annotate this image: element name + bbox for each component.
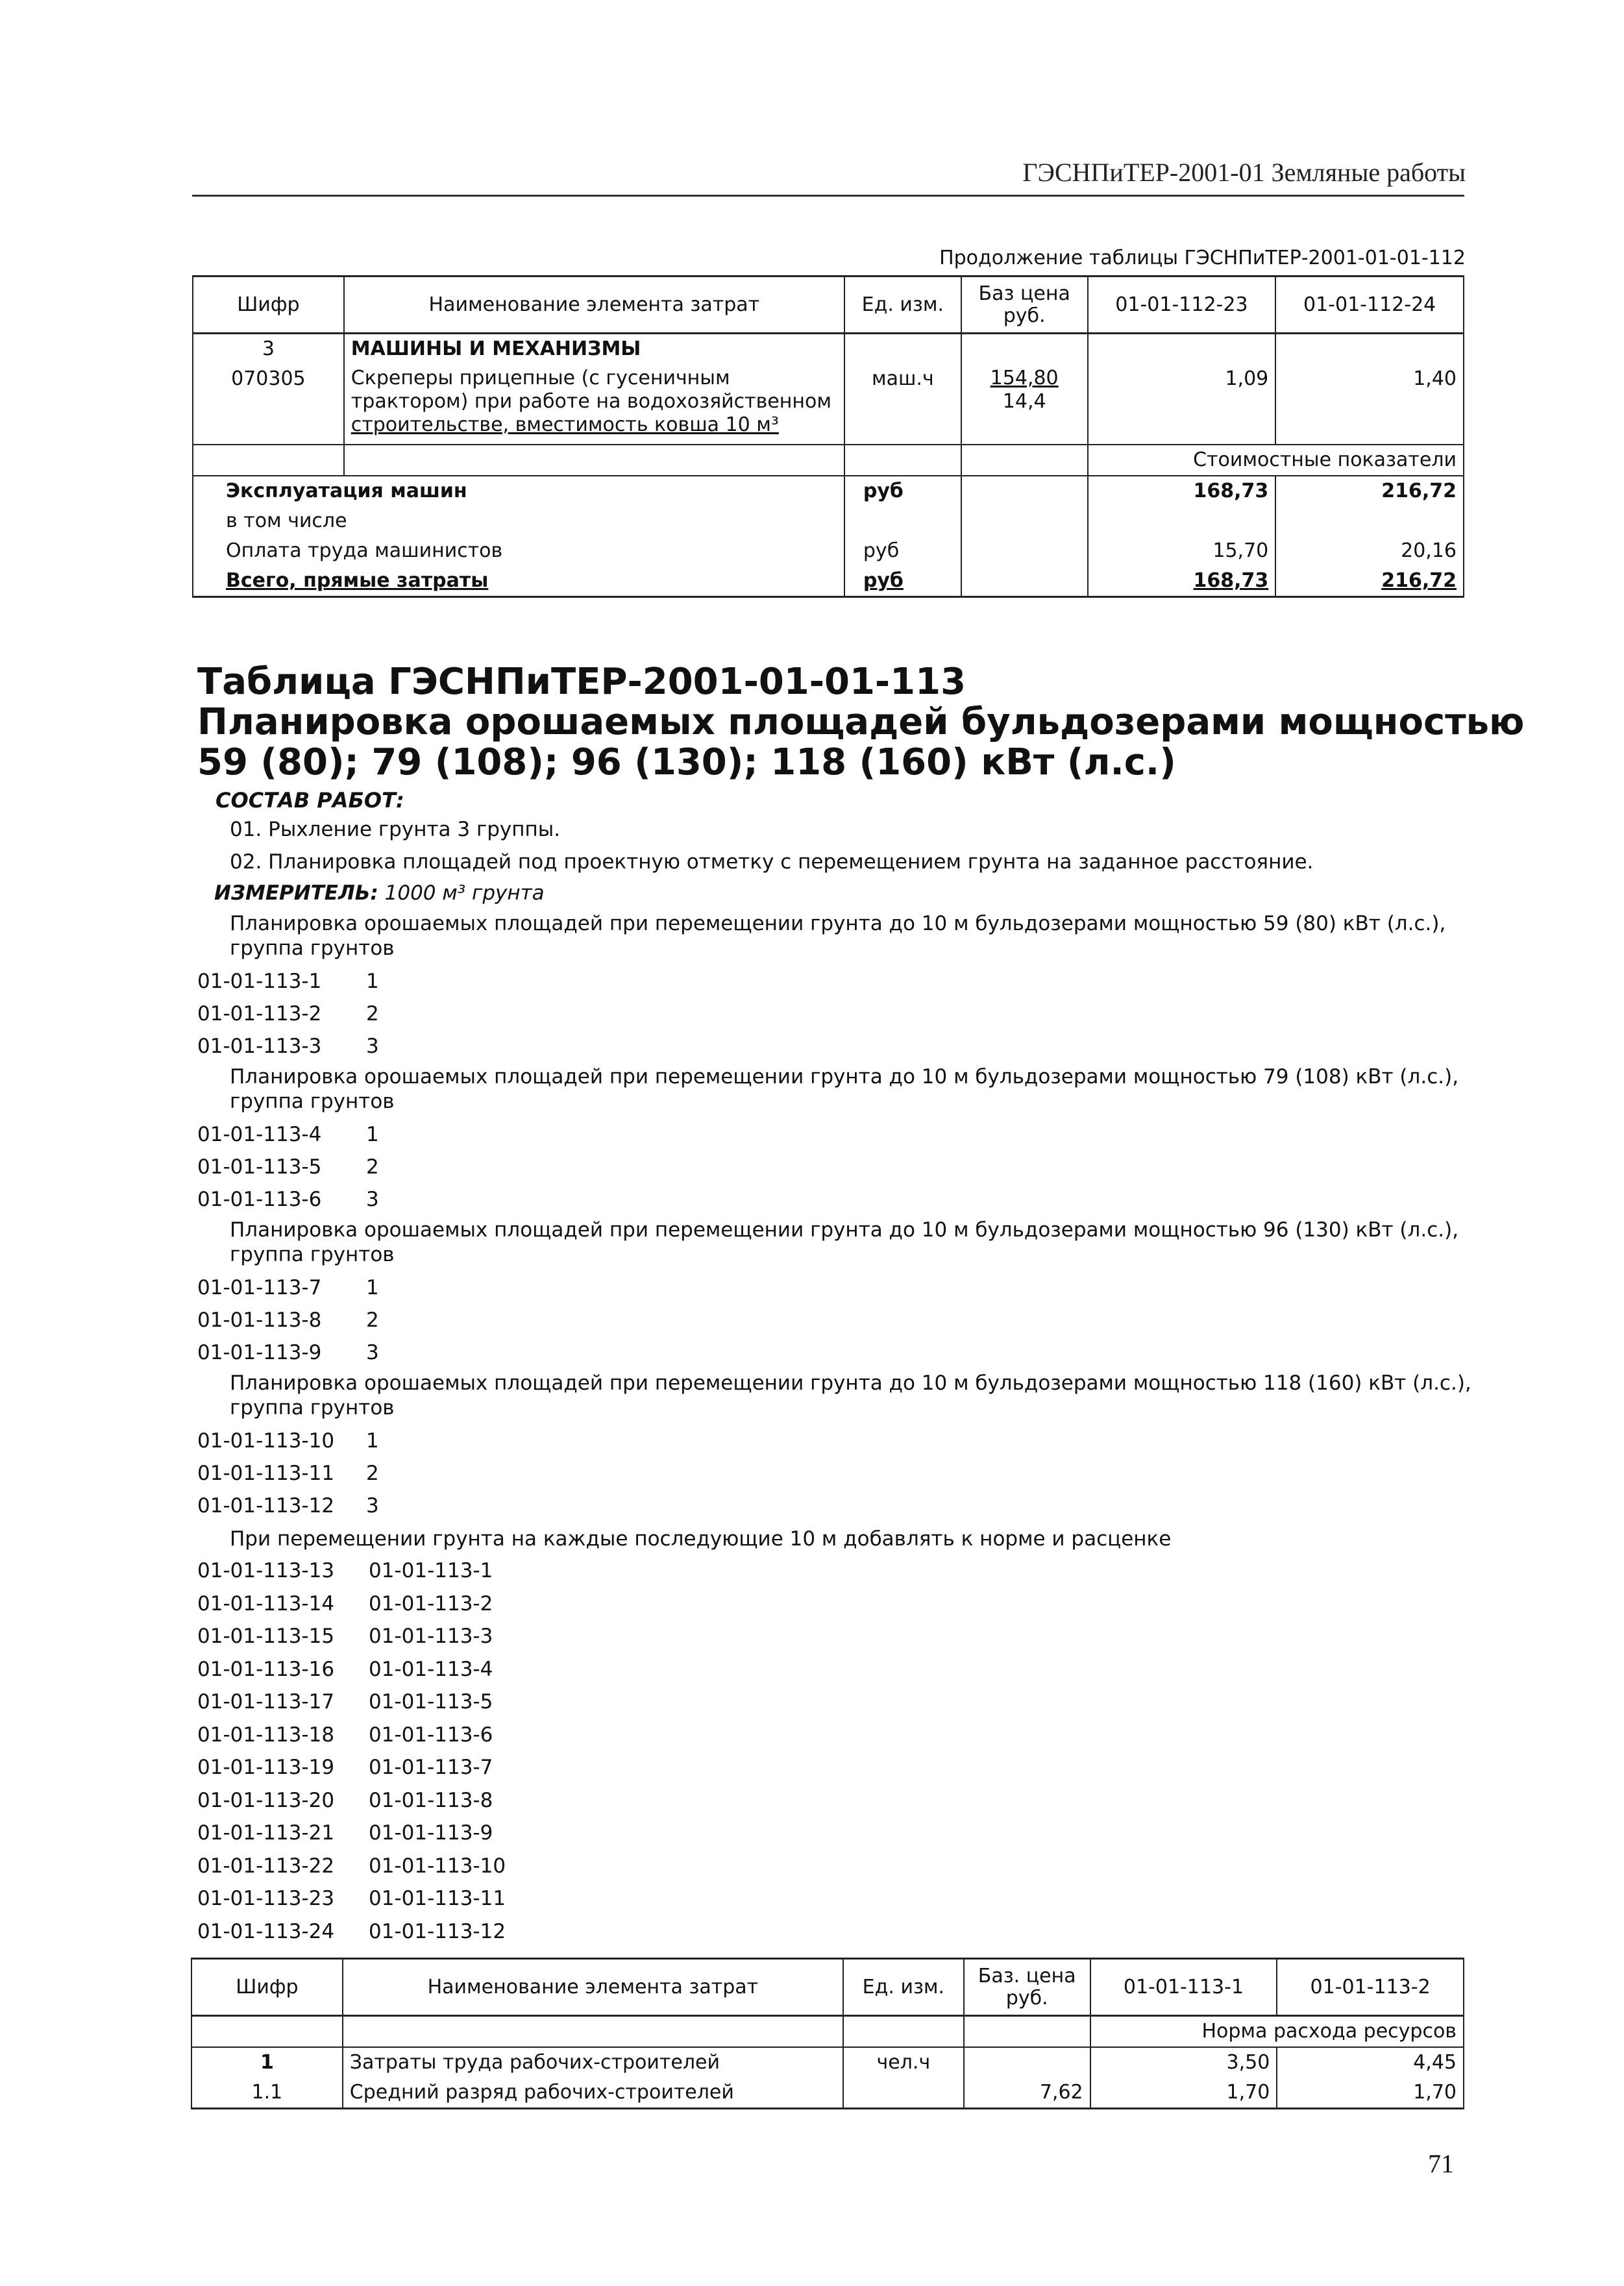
cost-row-unit: руб — [844, 536, 961, 566]
cost-row-label: Оплата труда машинистов — [193, 536, 844, 566]
norm-code: 01-01-113-8 — [197, 1309, 322, 1332]
cost-row-label: Всего, прямые затраты — [193, 566, 844, 597]
add-code-row — [197, 1592, 506, 1625]
group-note-line: Планировка орошаемых площадей при перемещении грунта до 10 м бульдозерами мощностью 59 (80) кВт (л.с.), — [230, 912, 1446, 935]
col-header-unit: Ед. изм. — [843, 1959, 964, 2016]
row-unit: чел.ч — [843, 2047, 964, 2078]
cost-row-v1: 15,70 — [1088, 536, 1276, 566]
code-row — [197, 1462, 379, 1485]
col-header-norm-24: 01-01-112-24 — [1275, 277, 1464, 334]
base-code: 01-01-113-3 — [369, 1625, 493, 1648]
col-header-norm-2: 01-01-113-2 — [1277, 1959, 1464, 2016]
title-line: 59 (80); 79 (108); 96 (130); 118 (160) кВт (л.с.) — [197, 741, 1176, 783]
soil-group: 3 — [366, 1341, 379, 1364]
code-row — [197, 1494, 379, 1518]
header-rule — [192, 195, 1464, 197]
operation-item: 02. Планировка площадей под проектную отметку с перемещением грунта на заданное расстояние. — [230, 850, 1314, 874]
row-code: 1.1 — [191, 2078, 343, 2109]
norm-code: 01-01-113-16 — [197, 1657, 335, 1681]
col-header-price: Баз. цена руб. — [964, 1959, 1090, 2016]
col-header-code: Шифр — [191, 1959, 343, 2016]
row-v1: 1,70 — [1090, 2078, 1277, 2109]
measure-line — [214, 881, 545, 905]
add-code-row — [197, 1887, 506, 1920]
norm-code: 01-01-113-6 — [197, 1188, 322, 1211]
cost-row-v2: 20,16 — [1275, 536, 1464, 566]
running-header: ГЭСНПиТЕР-2001-01 Земляные работы — [1022, 158, 1466, 187]
cost-row-v1: 168,73 — [1088, 476, 1276, 506]
cost-row-v2: 216,72 — [1275, 476, 1464, 506]
soil-group: 2 — [366, 1002, 379, 1026]
resource-table-112 — [192, 275, 1464, 598]
base-code: 01-01-113-10 — [369, 1854, 506, 1878]
code-row — [197, 1002, 379, 1026]
row-name: Средний разряд рабочих-строителей — [343, 2078, 843, 2109]
soil-group: 1 — [366, 1429, 379, 1453]
cost-row-unit: руб — [844, 476, 961, 506]
base-code: 01-01-113-1 — [369, 1559, 493, 1582]
norm-code: 01-01-113-21 — [197, 1821, 335, 1845]
col-header-norm-23: 01-01-112-23 — [1088, 277, 1276, 334]
base-code: 01-01-113-4 — [369, 1657, 493, 1681]
col-header-price: Баз цена руб. — [961, 277, 1088, 334]
norm-code: 01-01-113-5 — [197, 1155, 322, 1179]
cost-row-label: в том числе — [193, 506, 844, 536]
code-row — [197, 1123, 379, 1146]
row-unit — [843, 2078, 964, 2109]
norm-code: 01-01-113-14 — [197, 1592, 335, 1616]
item-name-line: строительстве, вместимость ковша 10 м³ — [351, 413, 779, 436]
title-line: Таблица ГЭСНПиТЕР-2001-01-01-113 — [197, 661, 966, 703]
base-code: 01-01-113-7 — [369, 1756, 493, 1779]
norm-code: 01-01-113-17 — [197, 1690, 335, 1714]
add-code-row — [197, 1821, 506, 1854]
group-note-line: группа грунтов — [230, 1396, 395, 1420]
add-code-row — [197, 1854, 506, 1887]
base-code: 01-01-113-6 — [369, 1723, 493, 1747]
code-row — [197, 970, 379, 993]
base-code: 01-01-113-11 — [369, 1887, 506, 1910]
code-row — [197, 1309, 379, 1332]
add-code-row — [197, 1723, 506, 1756]
add-code-row — [197, 1559, 506, 1592]
row-price: 7,62 — [964, 2078, 1090, 2109]
group-note — [230, 1371, 1471, 1420]
group-note-line: Планировка орошаемых площадей при перемещении грунта до 10 м бульдозерами мощностью 96 (130) кВт (л.с.), — [230, 1218, 1459, 1242]
norm-code: 01-01-113-1 — [197, 970, 322, 993]
soil-group: 3 — [366, 1035, 379, 1058]
soil-group: 3 — [366, 1494, 379, 1518]
title-line: Планировка орошаемых площадей бульдозерами мощностью — [197, 701, 1525, 743]
code-row — [197, 1341, 379, 1364]
base-code: 01-01-113-5 — [369, 1690, 493, 1714]
code-row — [197, 1155, 379, 1179]
resource-table-113 — [191, 1958, 1464, 2109]
norm-code: 01-01-113-12 — [197, 1494, 335, 1518]
add-code-row — [197, 1690, 506, 1723]
measure-value: 1000 м³ грунта — [384, 881, 545, 905]
soil-group: 1 — [366, 1276, 379, 1299]
section-code: 3 — [193, 334, 344, 365]
soil-group: 3 — [366, 1188, 379, 1211]
norm-code: 01-01-113-19 — [197, 1756, 335, 1779]
cost-header: Стоимостные показатели — [1088, 445, 1464, 476]
norm-code: 01-01-113-18 — [197, 1723, 335, 1747]
norm-code: 01-01-113-20 — [197, 1788, 335, 1812]
group-note — [230, 911, 1446, 961]
add-code-row — [197, 1625, 506, 1658]
col-header-norm-1: 01-01-113-1 — [1090, 1959, 1277, 2016]
item-unit: маш.ч — [844, 364, 961, 445]
norm-code: 01-01-113-2 — [197, 1002, 322, 1026]
group-note-line: Планировка орошаемых площадей при перемещении грунта до 10 м бульдозерами мощностью 118 (160) кВт (л.с.), — [230, 1371, 1471, 1395]
code-row — [197, 1276, 379, 1299]
soil-group: 1 — [366, 1123, 379, 1146]
group-note — [230, 1218, 1458, 1267]
col-header-unit: Ед. изм. — [844, 277, 961, 334]
add-code-row — [197, 1658, 506, 1691]
norm-code: 01-01-113-24 — [197, 1919, 335, 1943]
soil-group: 2 — [366, 1309, 379, 1332]
add-code-row — [197, 1756, 506, 1789]
table-continuation-caption: Продолжение таблицы ГЭСНПиТЕР-2001-01-01-112 — [939, 247, 1466, 269]
row-v1: 3,50 — [1090, 2047, 1277, 2078]
code-row — [197, 1035, 379, 1058]
norm-code: 01-01-113-4 — [197, 1123, 322, 1146]
norm-code: 01-01-113-22 — [197, 1854, 335, 1878]
item-name-line: Скреперы прицепные (с гусеничным — [351, 367, 730, 389]
measure-label: ИЗМЕРИТЕЛЬ: — [214, 881, 378, 905]
norm-code: 01-01-113-3 — [197, 1035, 322, 1058]
cost-row-v2: 216,72 — [1275, 566, 1464, 597]
page-number: 71 — [1428, 2149, 1454, 2178]
add-distance-note: При перемещении грунта на каждые последующие 10 м добавлять к норме и расценке — [230, 1527, 1172, 1551]
group-note-line: Планировка орошаемых площадей при перемещении грунта до 10 м бульдозерами мощностью 79 (108) кВт (л.с.), — [230, 1065, 1459, 1088]
item-price — [961, 364, 1088, 445]
code-row — [197, 1188, 379, 1211]
base-code: 01-01-113-2 — [369, 1592, 493, 1616]
group-note-line: группа грунтов — [230, 1090, 395, 1113]
work-composition-label: СОСТАВ РАБОТ: — [215, 788, 404, 813]
item-value-24: 1,40 — [1275, 364, 1464, 445]
item-name-line: трактором) при работе на водохозяйственном — [351, 390, 831, 413]
add-code-row — [197, 1789, 506, 1822]
section-title: МАШИНЫ И МЕХАНИЗМЫ — [344, 334, 844, 365]
norm-code: 01-01-113-13 — [197, 1559, 335, 1582]
code-row — [197, 1429, 379, 1453]
item-code: 070305 — [193, 364, 344, 445]
soil-group: 2 — [366, 1155, 379, 1179]
norm-code: 01-01-113-11 — [197, 1462, 335, 1485]
group-note-line: группа грунтов — [230, 1243, 395, 1266]
norm-code: 01-01-113-9 — [197, 1341, 322, 1364]
norm-header: Норма расхода ресурсов — [1090, 2016, 1464, 2048]
cost-row-label: Эксплуатация машин — [193, 476, 844, 506]
cost-row-v1: 168,73 — [1088, 566, 1276, 597]
group-note — [230, 1064, 1458, 1114]
row-v2: 4,45 — [1277, 2047, 1464, 2078]
row-code: 1 — [191, 2047, 343, 2078]
row-name: Затраты труда рабочих-строителей — [343, 2047, 843, 2078]
add-code-row — [197, 1920, 506, 1953]
item-value-23: 1,09 — [1088, 364, 1276, 445]
soil-group: 2 — [366, 1462, 379, 1485]
base-code: 01-01-113-12 — [369, 1919, 506, 1943]
row-v2: 1,70 — [1277, 2078, 1464, 2109]
col-header-name: Наименование элемента затрат — [344, 277, 844, 334]
norm-code: 01-01-113-15 — [197, 1625, 335, 1648]
base-code: 01-01-113-9 — [369, 1821, 493, 1845]
soil-group: 1 — [366, 970, 379, 993]
norm-code: 01-01-113-10 — [197, 1429, 335, 1453]
group-note-line: группа грунтов — [230, 937, 395, 960]
base-code: 01-01-113-8 — [369, 1788, 493, 1812]
norm-code: 01-01-113-23 — [197, 1887, 335, 1910]
col-header-code: Шифр — [193, 277, 344, 334]
table-title — [197, 662, 1524, 783]
norm-code: 01-01-113-7 — [197, 1276, 322, 1299]
item-name — [344, 364, 844, 445]
cost-row-unit: руб — [844, 566, 961, 597]
add-codes-list — [197, 1559, 506, 1952]
operation-item: 01. Рыхление грунта 3 группы. — [230, 818, 561, 841]
item-price-top: 154,80 — [990, 367, 1059, 389]
row-price — [964, 2047, 1090, 2078]
item-price-bottom: 14,4 — [1002, 390, 1046, 413]
col-header-name: Наименование элемента затрат — [343, 1959, 843, 2016]
